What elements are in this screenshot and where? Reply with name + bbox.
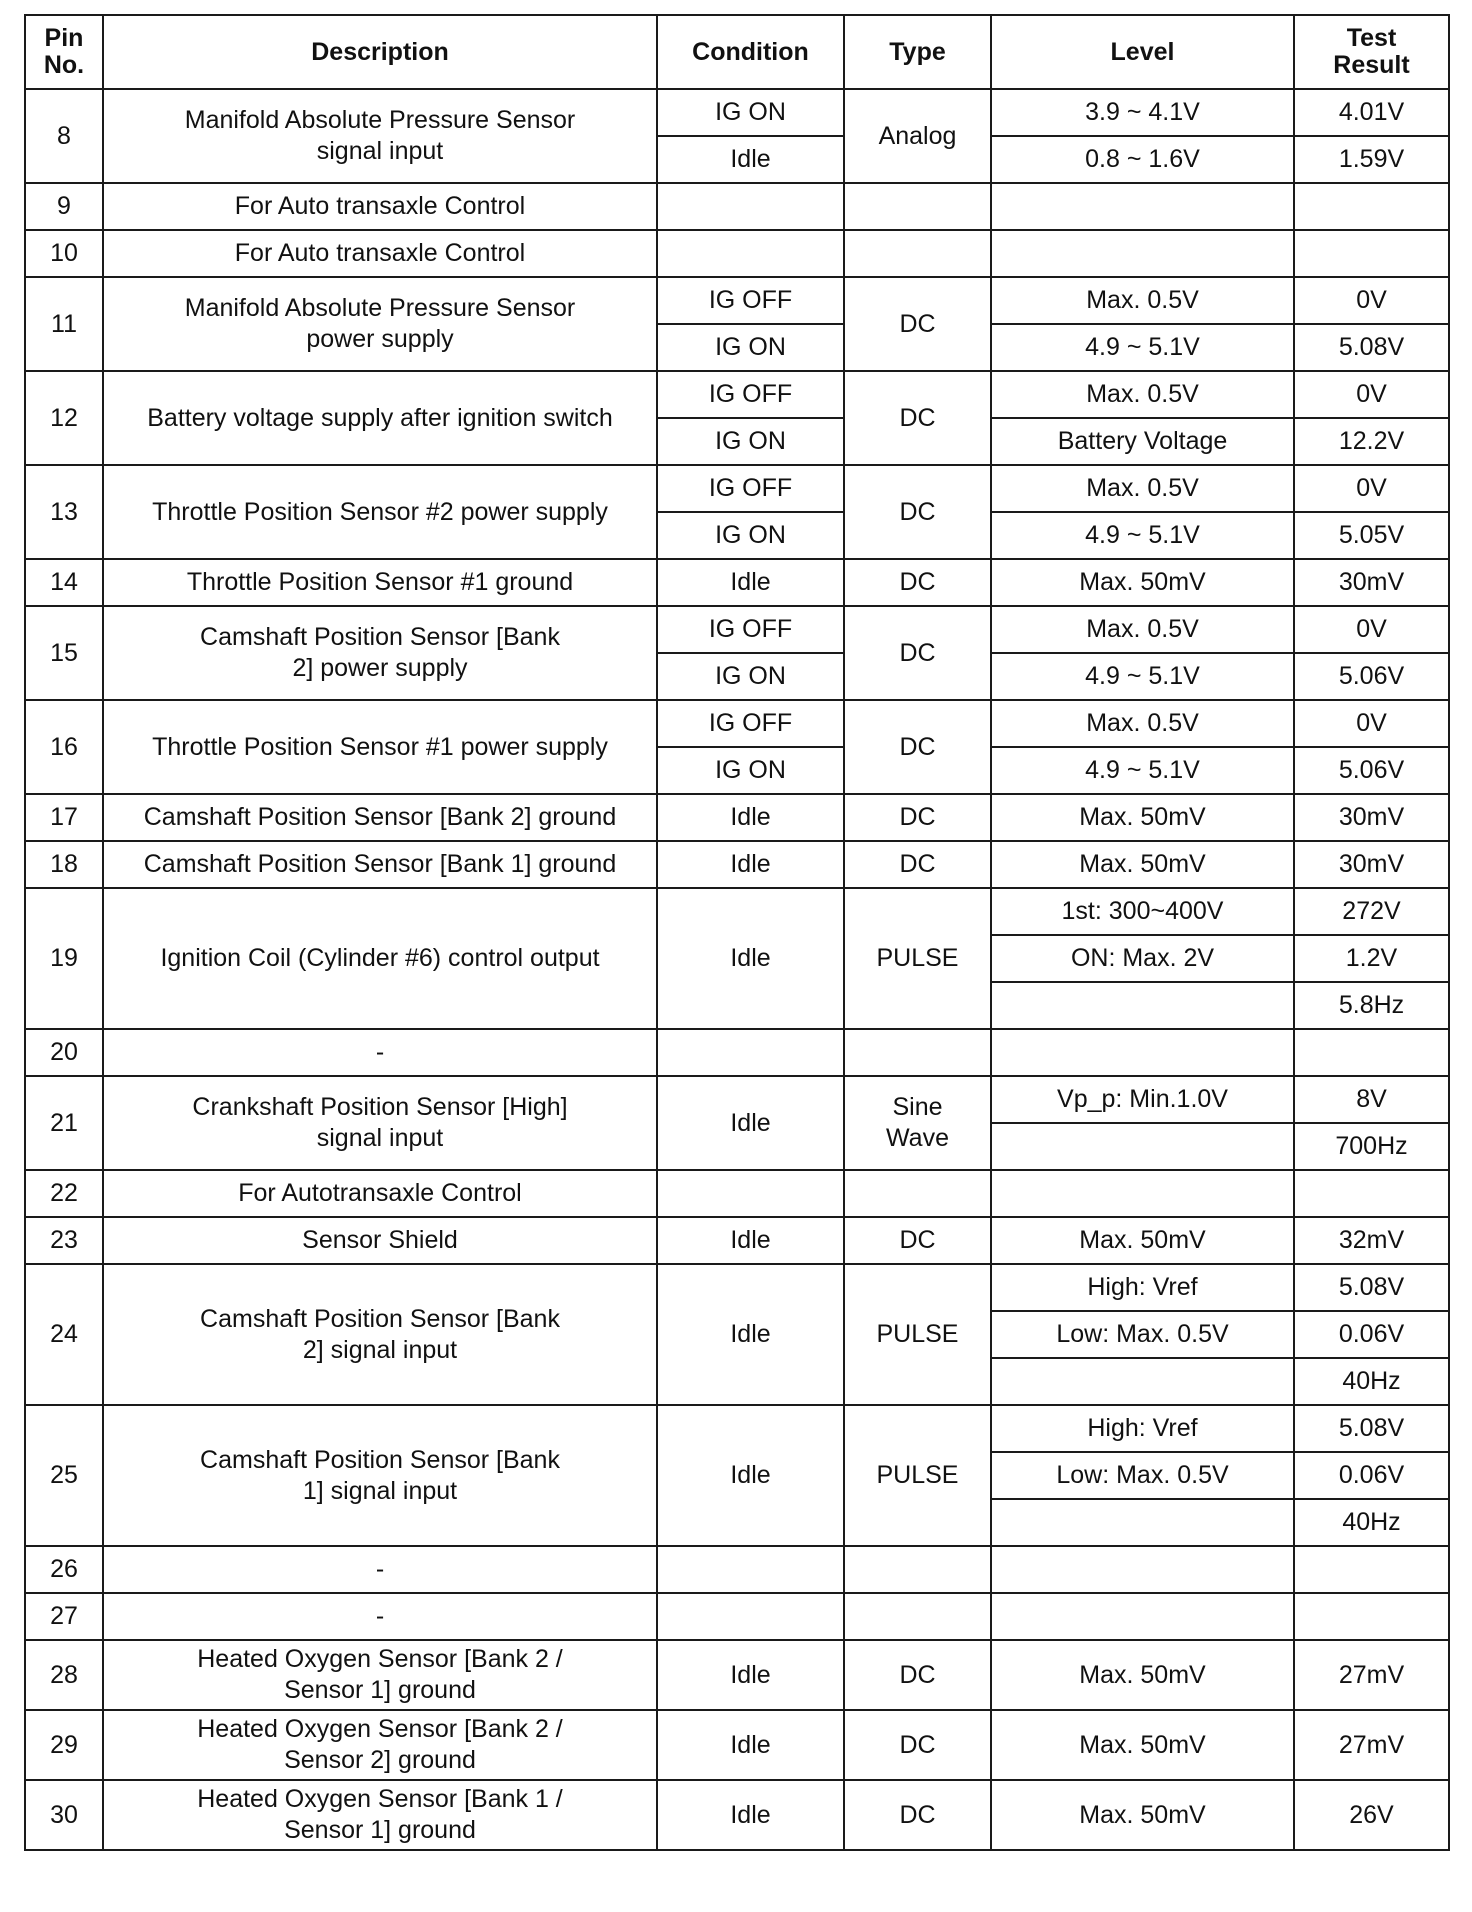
pin-number-cell: 10 — [25, 230, 103, 277]
level-cell — [991, 982, 1294, 1029]
test-result-cell: 26V — [1294, 1780, 1449, 1850]
test-result-cell: 27mV — [1294, 1710, 1449, 1780]
condition-cell: IG ON — [657, 89, 844, 136]
condition-cell: Idle — [657, 1217, 844, 1264]
type-cell: DC — [844, 559, 991, 606]
description-line: Throttle Position Sensor #1 power supply — [152, 732, 608, 761]
pin-number-cell: 17 — [25, 794, 103, 841]
test-result-cell: 1.2V — [1294, 935, 1449, 982]
description-cell — [103, 559, 657, 606]
level-cell: 4.9 ~ 5.1V — [991, 512, 1294, 559]
level-cell — [991, 1123, 1294, 1170]
description-cell — [103, 371, 657, 465]
test-result-cell: 1.59V — [1294, 136, 1449, 183]
pin-number-cell: 30 — [25, 1780, 103, 1850]
test-result-cell — [1294, 1546, 1449, 1593]
description-cell — [103, 1710, 657, 1780]
condition-cell: Idle — [657, 1076, 844, 1170]
pin-number-cell: 27 — [25, 1593, 103, 1640]
pin-number-cell: 21 — [25, 1076, 103, 1170]
pin-number-cell: 25 — [25, 1405, 103, 1546]
condition-cell: Idle — [657, 559, 844, 606]
condition-cell: IG OFF — [657, 371, 844, 418]
description-cell — [103, 89, 657, 183]
condition-cell — [657, 183, 844, 230]
description-line: Battery voltage supply after ignition switch — [147, 403, 613, 432]
type-cell: PULSE — [844, 1405, 991, 1546]
level-cell: 4.9 ~ 5.1V — [991, 653, 1294, 700]
description-line: Heated Oxygen Sensor [Bank 2 / — [197, 1715, 563, 1743]
level-cell: Max. 50mV — [991, 559, 1294, 606]
description-cell — [103, 1546, 657, 1593]
description-line: 1] signal input — [302, 1476, 458, 1505]
description-cell — [103, 1405, 657, 1546]
header-condition: Condition — [657, 15, 844, 89]
pin-number-cell: 20 — [25, 1029, 103, 1076]
condition-cell — [657, 1029, 844, 1076]
level-cell — [991, 230, 1294, 277]
level-cell: Max. 50mV — [991, 1780, 1294, 1850]
type-cell: PULSE — [844, 1264, 991, 1405]
table-header-row — [25, 15, 1449, 89]
test-result-cell: 0.06V — [1294, 1311, 1449, 1358]
test-result-cell — [1294, 1593, 1449, 1640]
type-cell: DC — [844, 371, 991, 465]
test-result-cell: 0V — [1294, 465, 1449, 512]
table-row — [25, 465, 1449, 512]
level-cell: Max. 0.5V — [991, 371, 1294, 418]
condition-cell: Idle — [657, 888, 844, 1029]
description-line: For Auto transaxle Control — [234, 192, 526, 220]
condition-cell: Idle — [657, 1640, 844, 1710]
test-result-cell: 5.06V — [1294, 747, 1449, 794]
table-row — [25, 841, 1449, 888]
table-row — [25, 89, 1449, 136]
type-cell — [844, 1593, 991, 1640]
ecm-pin-test-table — [24, 14, 1450, 1851]
header-level: Level — [991, 15, 1294, 89]
test-result-cell: 30mV — [1294, 841, 1449, 888]
table-row — [25, 1405, 1449, 1452]
test-result-cell: 0V — [1294, 700, 1449, 747]
test-result-cell: 0V — [1294, 277, 1449, 324]
test-result-cell — [1294, 1029, 1449, 1076]
condition-cell: IG OFF — [657, 465, 844, 512]
condition-cell: IG OFF — [657, 700, 844, 747]
description-line: Sensor Shield — [302, 1226, 458, 1254]
pin-number-cell: 12 — [25, 371, 103, 465]
level-cell: Low: Max. 0.5V — [991, 1452, 1294, 1499]
level-cell: High: Vref — [991, 1264, 1294, 1311]
type-cell: DC — [844, 606, 991, 700]
level-cell: Max. 50mV — [991, 841, 1294, 888]
table-row — [25, 1264, 1449, 1311]
condition-cell: Idle — [657, 1780, 844, 1850]
pin-number-cell: 8 — [25, 89, 103, 183]
test-result-cell: 0.06V — [1294, 1452, 1449, 1499]
header-description: Description — [103, 15, 657, 89]
condition-cell: IG ON — [657, 653, 844, 700]
level-cell — [991, 1358, 1294, 1405]
table-row — [25, 606, 1449, 653]
condition-cell: IG OFF — [657, 277, 844, 324]
type-cell: DC — [844, 465, 991, 559]
table-row — [25, 1710, 1449, 1780]
level-cell: Max. 50mV — [991, 1217, 1294, 1264]
level-cell: Battery Voltage — [991, 418, 1294, 465]
level-cell: 3.9 ~ 4.1V — [991, 89, 1294, 136]
test-result-cell: 5.08V — [1294, 1264, 1449, 1311]
condition-cell — [657, 230, 844, 277]
table-row — [25, 230, 1449, 277]
test-result-cell: 12.2V — [1294, 418, 1449, 465]
description-cell — [103, 1593, 657, 1640]
level-cell: Max. 0.5V — [991, 465, 1294, 512]
level-cell: ON: Max. 2V — [991, 935, 1294, 982]
test-result-cell — [1294, 230, 1449, 277]
description-line: Throttle Position Sensor #2 power supply — [152, 497, 608, 526]
table-row — [25, 1593, 1449, 1640]
table-row — [25, 888, 1449, 935]
header-test-result: Test Result — [1294, 15, 1449, 89]
test-result-cell: 5.8Hz — [1294, 982, 1449, 1029]
table-row — [25, 1217, 1449, 1264]
level-cell: Low: Max. 0.5V — [991, 1311, 1294, 1358]
description-cell — [103, 606, 657, 700]
level-cell: Vp_p: Min.1.0V — [991, 1076, 1294, 1123]
pin-number-cell: 26 — [25, 1546, 103, 1593]
type-cell — [844, 183, 991, 230]
description-line: - — [375, 1038, 385, 1066]
description-line: signal input — [316, 137, 444, 165]
type-cell: DC — [844, 841, 991, 888]
test-result-cell: 272V — [1294, 888, 1449, 935]
pin-number-cell: 18 — [25, 841, 103, 888]
description-line: - — [375, 1555, 385, 1583]
description-line: - — [375, 1602, 385, 1630]
description-line: Camshaft Position Sensor [Bank — [200, 1304, 560, 1333]
table-row — [25, 559, 1449, 606]
test-result-cell — [1294, 183, 1449, 230]
level-cell: High: Vref — [991, 1405, 1294, 1452]
description-line: Heated Oxygen Sensor [Bank 2 / — [197, 1645, 563, 1673]
type-cell: DC — [844, 1780, 991, 1850]
description-cell — [103, 183, 657, 230]
test-result-cell: 30mV — [1294, 794, 1449, 841]
type-cell: DC — [844, 1640, 991, 1710]
description-line: power supply — [306, 325, 454, 353]
test-result-cell: 4.01V — [1294, 89, 1449, 136]
pin-number-cell: 13 — [25, 465, 103, 559]
description-line: For Auto transaxle Control — [234, 239, 526, 267]
description-line: Sensor 1] ground — [284, 1676, 476, 1704]
description-line: Sensor 2] ground — [284, 1746, 476, 1774]
test-result-cell: 30mV — [1294, 559, 1449, 606]
level-cell: Max. 50mV — [991, 1640, 1294, 1710]
description-cell — [103, 700, 657, 794]
level-cell: 4.9 ~ 5.1V — [991, 324, 1294, 371]
test-result-cell: 5.05V — [1294, 512, 1449, 559]
description-cell — [103, 277, 657, 371]
description-line: signal input — [316, 1124, 444, 1152]
description-line: 2] signal input — [302, 1335, 458, 1364]
test-result-cell: 0V — [1294, 371, 1449, 418]
condition-cell — [657, 1546, 844, 1593]
level-cell: 4.9 ~ 5.1V — [991, 747, 1294, 794]
condition-cell: IG ON — [657, 747, 844, 794]
pin-number-cell: 22 — [25, 1170, 103, 1217]
condition-cell: IG ON — [657, 512, 844, 559]
table-row — [25, 1029, 1449, 1076]
pin-number-cell: 23 — [25, 1217, 103, 1264]
pin-test-sheet — [24, 14, 1450, 1851]
pin-number-cell: 29 — [25, 1710, 103, 1780]
condition-cell: Idle — [657, 1264, 844, 1405]
level-cell: Max. 50mV — [991, 1710, 1294, 1780]
test-result-cell: 5.08V — [1294, 324, 1449, 371]
table-row — [25, 183, 1449, 230]
table-row — [25, 1780, 1449, 1850]
type-cell — [844, 230, 991, 277]
header-pin-no: Pin No. — [25, 15, 103, 89]
condition-cell: Idle — [657, 136, 844, 183]
pin-number-cell: 16 — [25, 700, 103, 794]
test-result-cell: 27mV — [1294, 1640, 1449, 1710]
condition-cell: Idle — [657, 794, 844, 841]
test-result-cell: 5.06V — [1294, 653, 1449, 700]
description-cell — [103, 888, 657, 1029]
description-line: Manifold Absolute Pressure Sensor — [184, 294, 576, 322]
table-row — [25, 1640, 1449, 1710]
type-cell: DC — [844, 700, 991, 794]
description-cell — [103, 1076, 657, 1170]
description-line: Crankshaft Position Sensor [High] — [192, 1093, 568, 1121]
condition-cell: IG ON — [657, 418, 844, 465]
level-cell: 0.8 ~ 1.6V — [991, 136, 1294, 183]
description-cell — [103, 1170, 657, 1217]
table-body — [25, 89, 1449, 1850]
header-type: Type — [844, 15, 991, 89]
table-row — [25, 794, 1449, 841]
test-result-cell: 40Hz — [1294, 1499, 1449, 1546]
type-cell: Sine Wave — [844, 1076, 991, 1170]
description-line: For Autotransaxle Control — [238, 1179, 522, 1207]
level-cell: Max. 0.5V — [991, 606, 1294, 653]
condition-cell: Idle — [657, 1405, 844, 1546]
description-cell — [103, 1264, 657, 1405]
type-cell — [844, 1546, 991, 1593]
table-row — [25, 1170, 1449, 1217]
pin-number-cell: 15 — [25, 606, 103, 700]
table-row — [25, 1546, 1449, 1593]
description-line: Camshaft Position Sensor [Bank 2] ground — [143, 803, 617, 831]
condition-cell: IG OFF — [657, 606, 844, 653]
table-row — [25, 1076, 1449, 1123]
test-result-cell: 8V — [1294, 1076, 1449, 1123]
level-cell: Max. 50mV — [991, 794, 1294, 841]
description-cell — [103, 230, 657, 277]
level-cell — [991, 1593, 1294, 1640]
description-cell — [103, 1780, 657, 1850]
test-result-cell: 5.08V — [1294, 1405, 1449, 1452]
description-cell — [103, 841, 657, 888]
type-cell — [844, 1170, 991, 1217]
level-cell — [991, 183, 1294, 230]
description-line: Camshaft Position Sensor [Bank — [200, 623, 560, 651]
condition-cell — [657, 1593, 844, 1640]
description-cell — [103, 1217, 657, 1264]
test-result-cell: 700Hz — [1294, 1123, 1449, 1170]
table-row — [25, 277, 1449, 324]
type-cell: DC — [844, 794, 991, 841]
level-cell — [991, 1170, 1294, 1217]
description-line: Manifold Absolute Pressure Sensor — [184, 106, 576, 134]
description-line: 2] power supply — [292, 654, 468, 682]
condition-cell — [657, 1170, 844, 1217]
description-cell — [103, 794, 657, 841]
description-line: Ignition Coil (Cylinder #6) control output — [160, 944, 600, 972]
condition-cell: Idle — [657, 1710, 844, 1780]
pin-number-cell: 11 — [25, 277, 103, 371]
level-cell: Max. 0.5V — [991, 277, 1294, 324]
pin-number-cell: 24 — [25, 1264, 103, 1405]
type-cell: DC — [844, 1217, 991, 1264]
level-cell: Max. 0.5V — [991, 700, 1294, 747]
description-line: Throttle Position Sensor #1 ground — [186, 568, 574, 596]
condition-cell: IG ON — [657, 324, 844, 371]
test-result-cell: 40Hz — [1294, 1358, 1449, 1405]
pin-number-cell: 28 — [25, 1640, 103, 1710]
test-result-cell: 0V — [1294, 606, 1449, 653]
table-row — [25, 700, 1449, 747]
pin-number-cell: 14 — [25, 559, 103, 606]
type-cell: Analog — [844, 89, 991, 183]
test-result-cell — [1294, 1170, 1449, 1217]
description-line: Sensor 1] ground — [284, 1816, 476, 1844]
pin-number-cell: 9 — [25, 183, 103, 230]
type-cell: PULSE — [844, 888, 991, 1029]
description-cell — [103, 1640, 657, 1710]
level-cell — [991, 1029, 1294, 1076]
description-line: Heated Oxygen Sensor [Bank 1 / — [197, 1785, 563, 1813]
level-cell: 1st: 300~400V — [991, 888, 1294, 935]
condition-cell: Idle — [657, 841, 844, 888]
description-cell — [103, 465, 657, 559]
type-cell: DC — [844, 1710, 991, 1780]
test-result-cell: 32mV — [1294, 1217, 1449, 1264]
pin-number-cell: 19 — [25, 888, 103, 1029]
table-row — [25, 371, 1449, 418]
level-cell — [991, 1546, 1294, 1593]
type-cell — [844, 1029, 991, 1076]
description-line: Camshaft Position Sensor [Bank 1] ground — [143, 850, 617, 878]
level-cell — [991, 1499, 1294, 1546]
type-cell: DC — [844, 277, 991, 371]
description-line: Camshaft Position Sensor [Bank — [200, 1445, 560, 1474]
description-cell — [103, 1029, 657, 1076]
